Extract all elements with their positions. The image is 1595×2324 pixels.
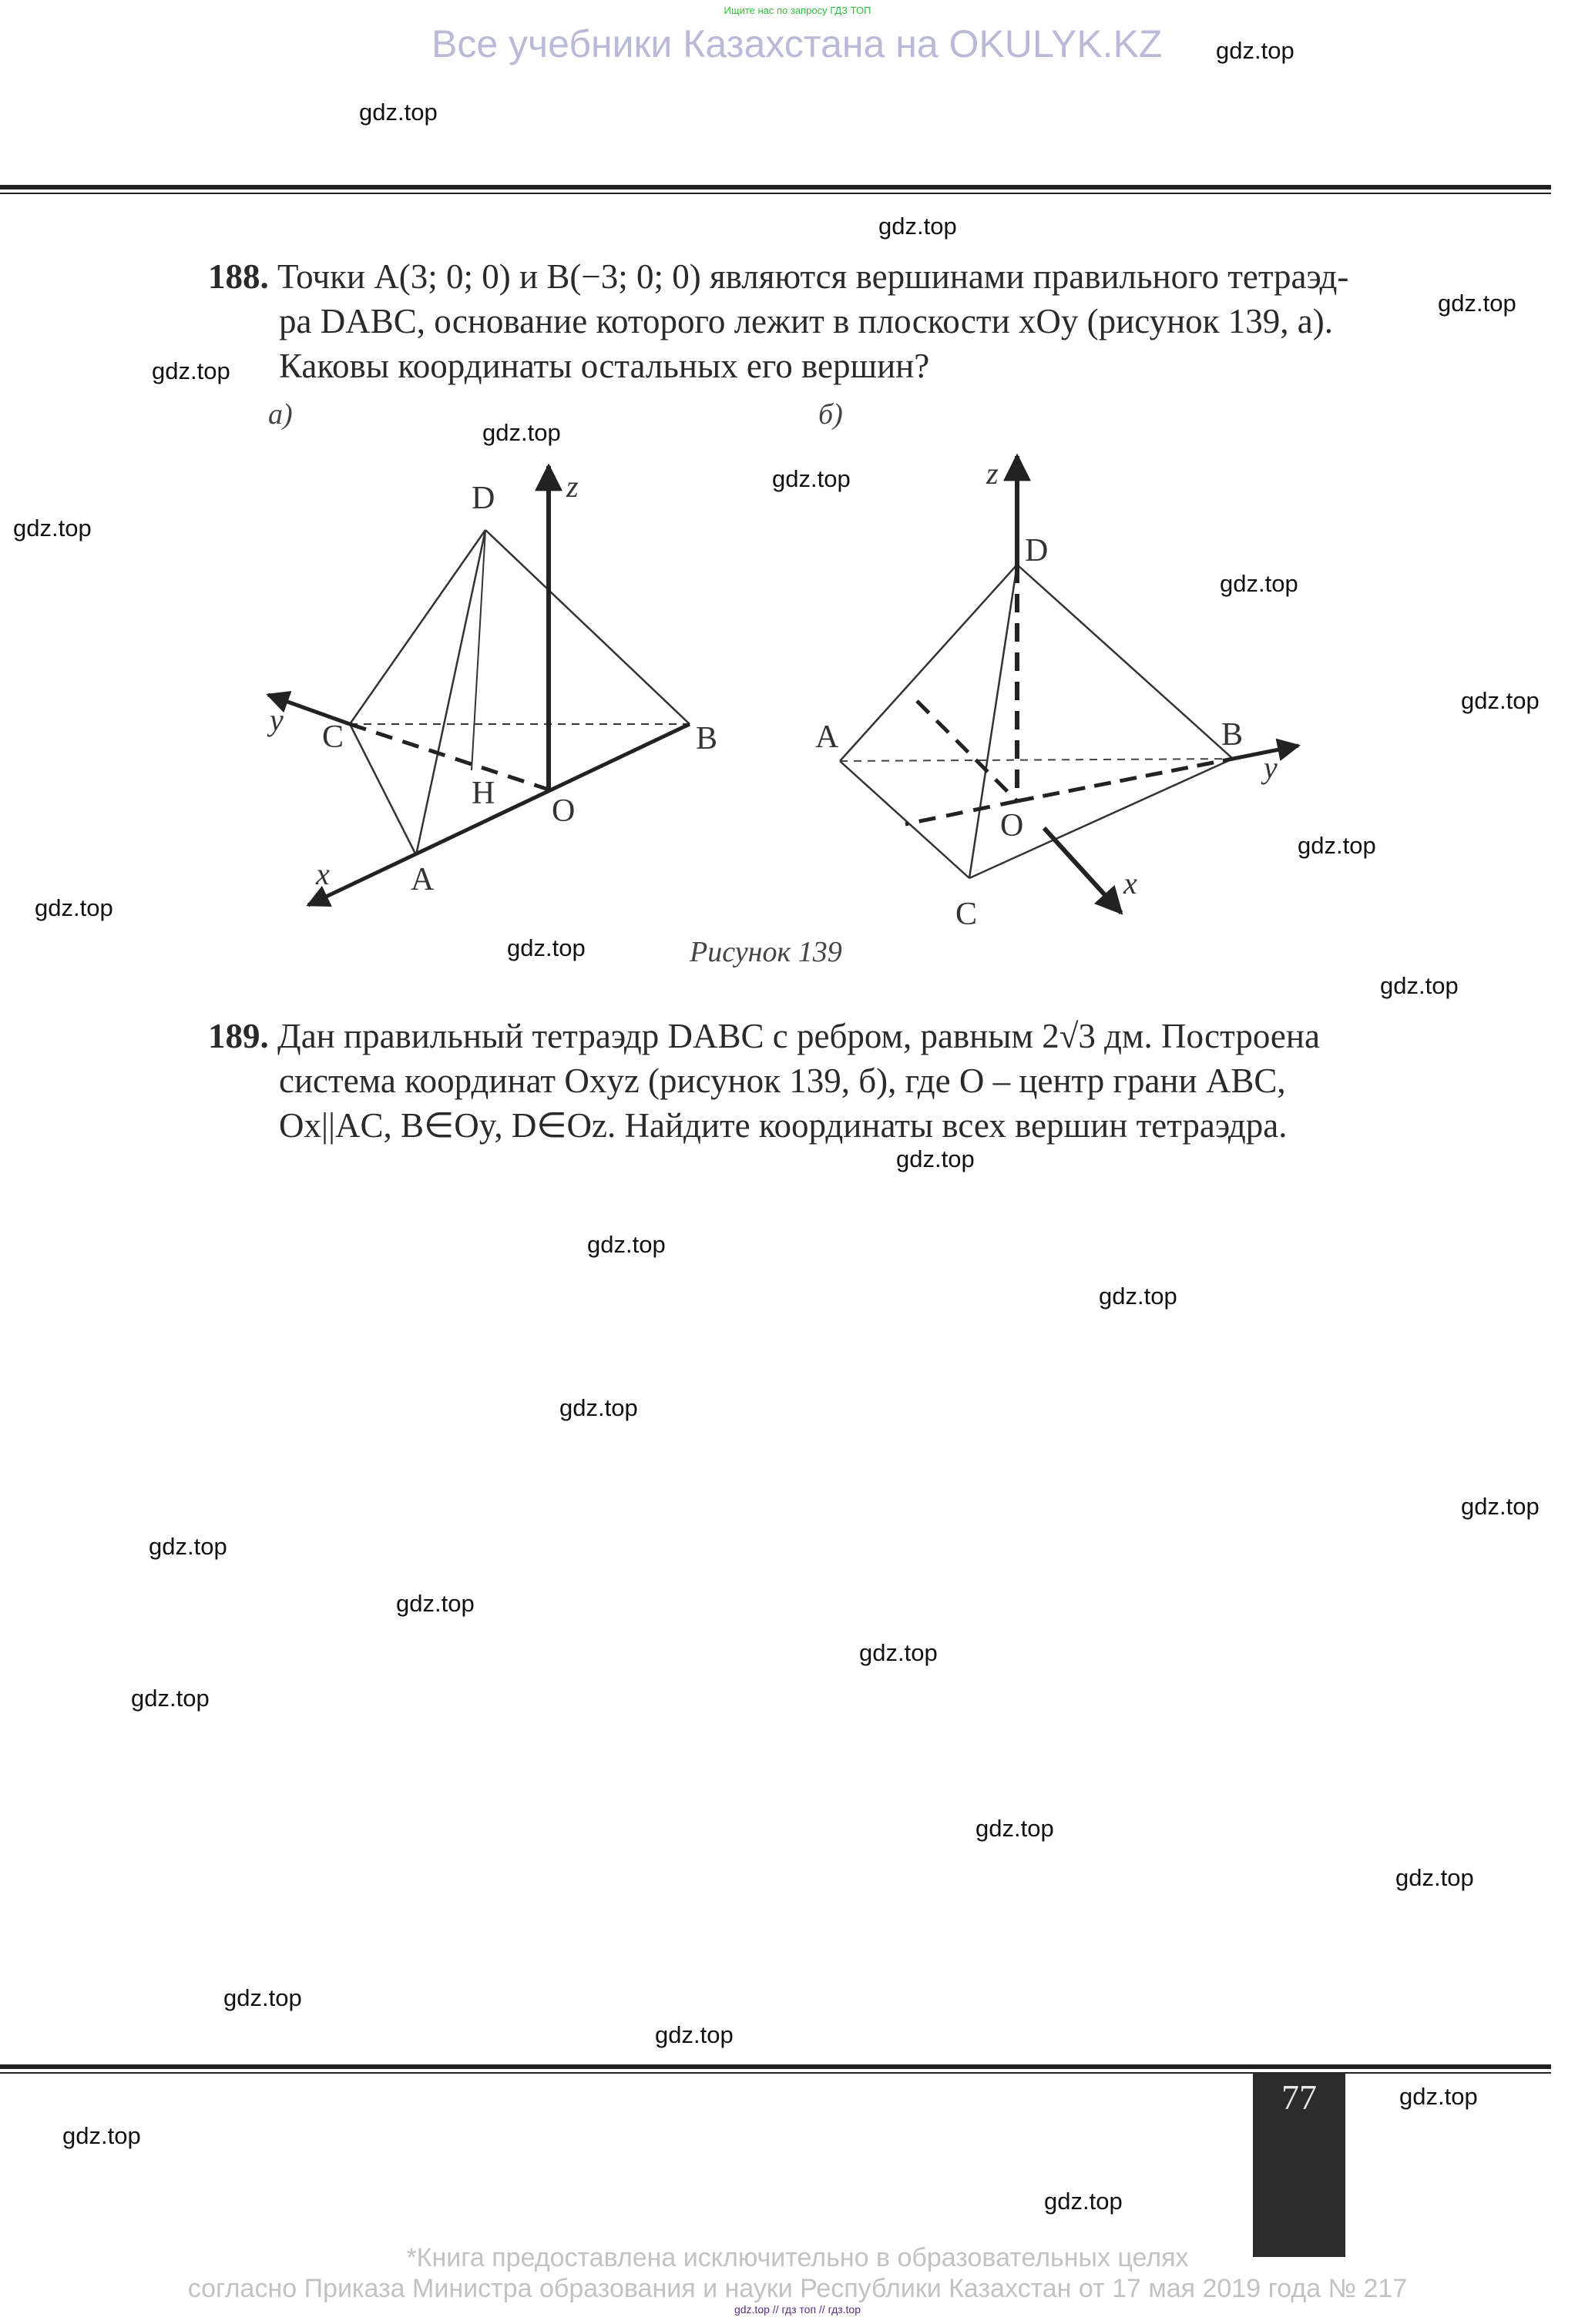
watermark[interactable]: gdz.top [396,1590,475,1617]
watermark[interactable]: gdz.top [655,2021,734,2048]
problem-188-line3: Каковы координаты остальных его вершин? [279,347,930,385]
watermark[interactable]: gdz.top [1399,2083,1478,2110]
problem-188 [208,254,1364,393]
footer-small-links[interactable]: gdz.top // гдз топ // гдз.top [734,2303,861,2316]
watermark[interactable]: gdz.top [13,515,92,542]
problem-189-line3: Ox||AC, B∈Oy, D∈Oz. Найдите координаты всех вершин тетраэдра. [279,1106,1288,1145]
watermark[interactable]: gdz.top [1044,2188,1123,2215]
fig-b-label-D: D [1025,533,1049,568]
watermark[interactable]: gdz.top [482,419,561,446]
watermark[interactable]: gdz.top [896,1145,975,1172]
fig-b-label-C: C [955,897,978,932]
watermark[interactable]: gdz.top [152,357,230,384]
bottom-rule [0,2064,1551,2069]
top-note: Ищите нас по запросу ГДЗ ТОП [724,5,871,16]
problem-189 [208,1014,1364,1152]
watermark[interactable]: gdz.top [359,99,438,126]
watermark[interactable]: gdz.top [1380,972,1459,999]
watermark[interactable]: gdz.top [507,934,586,961]
watermark[interactable]: gdz.top [149,1533,227,1560]
edge-DB [485,530,690,724]
x-axis-b-hidden [917,701,1017,801]
y-axis-b-hidden [1017,759,1233,801]
watermark[interactable]: gdz.top [772,465,851,492]
problem-188-line1: Точки A(3; 0; 0) и B(−3; 0; 0) являются вершинами правильного тетраэд- [277,257,1349,296]
fig-a-label-x: x [316,857,330,891]
fig-a-label-A: A [411,862,435,897]
watermark[interactable]: gdz.top [1298,832,1376,859]
fig-b-label-y: y [1264,750,1278,785]
fig-a-label-y: y [270,703,284,737]
problem-189-number: 189. [208,1017,269,1055]
x-axis [308,724,690,905]
problem-189-line1: Дан правильный тетраэдр DABC с ребром, равным 2√3 дм. Построена [277,1017,1320,1055]
watermark[interactable]: gdz.top [859,1639,938,1666]
fig-b-label-A: A [815,719,839,755]
problem-188-line2: ра DABC, основание которого лежит в плоскости xOy (рисунок 139, a). [279,302,1333,340]
edge-AD [840,565,1017,761]
figure-a-label: a) [268,398,293,431]
problem-188-number: 188. [208,257,269,296]
watermark[interactable]: gdz.top [131,1685,210,1712]
watermark[interactable]: gdz.top [1220,570,1298,597]
watermark[interactable]: gdz.top [62,2122,141,2149]
watermark[interactable]: gdz.top [559,1394,638,1421]
fig-a-label-z: z [566,469,579,504]
top-rule-thin [0,193,1551,194]
fig-a-label-C: C [322,719,344,755]
fig-b-label-z: z [986,456,999,491]
edge-BD [1017,565,1233,759]
figure-b-tetrahedron [801,443,1325,936]
fig-a-label-D: D [472,481,495,516]
fig-a-label-B: B [696,721,718,756]
fig-b-label-B: B [1221,717,1244,753]
watermark[interactable]: gdz.top [587,1231,666,1258]
fig-b-label-O: O [1000,808,1024,843]
footer-line-2: согласно Приказа Министра образования и науки Республики Казахстан от 17 мая 2019 года № 217 [187,2274,1408,2303]
top-rule [0,185,1551,189]
figure-a-tetrahedron [254,447,763,924]
figure-b-label: б) [818,398,843,431]
watermark[interactable]: gdz.top [223,1984,302,2011]
fig-a-label-O: O [552,793,576,829]
footer-line-1: *Книга предоставлена исключительно в образовательных целях [406,2243,1189,2272]
watermark[interactable]: gdz.top [1461,1493,1540,1520]
watermark[interactable]: gdz.top [1216,37,1294,64]
watermark[interactable]: gdz.top [35,894,113,921]
page-number: 77 [1281,2078,1317,2117]
watermark[interactable]: gdz.top [975,1815,1054,1842]
edge-AB [840,759,1233,761]
watermark[interactable]: gdz.top [1438,290,1516,317]
figure-caption: Рисунок 139 [690,936,842,968]
problem-189-line2: система координат Oxyz (рисунок 139, б), где O – центр грани ABC, [279,1061,1286,1100]
watermark[interactable]: gdz.top [878,213,957,240]
watermark[interactable]: gdz.top [1395,1864,1474,1891]
x-axis-b [1044,828,1121,913]
edge-CO [350,724,549,790]
watermark[interactable]: gdz.top [1099,1283,1177,1310]
fig-a-label-H: H [472,776,495,811]
fig-b-label-x: x [1123,866,1137,900]
edge-AC [840,761,969,878]
watermark[interactable]: gdz.top [1461,687,1540,714]
site-title[interactable]: Все учебники Казахстана на OKULYK.KZ [431,22,1163,65]
